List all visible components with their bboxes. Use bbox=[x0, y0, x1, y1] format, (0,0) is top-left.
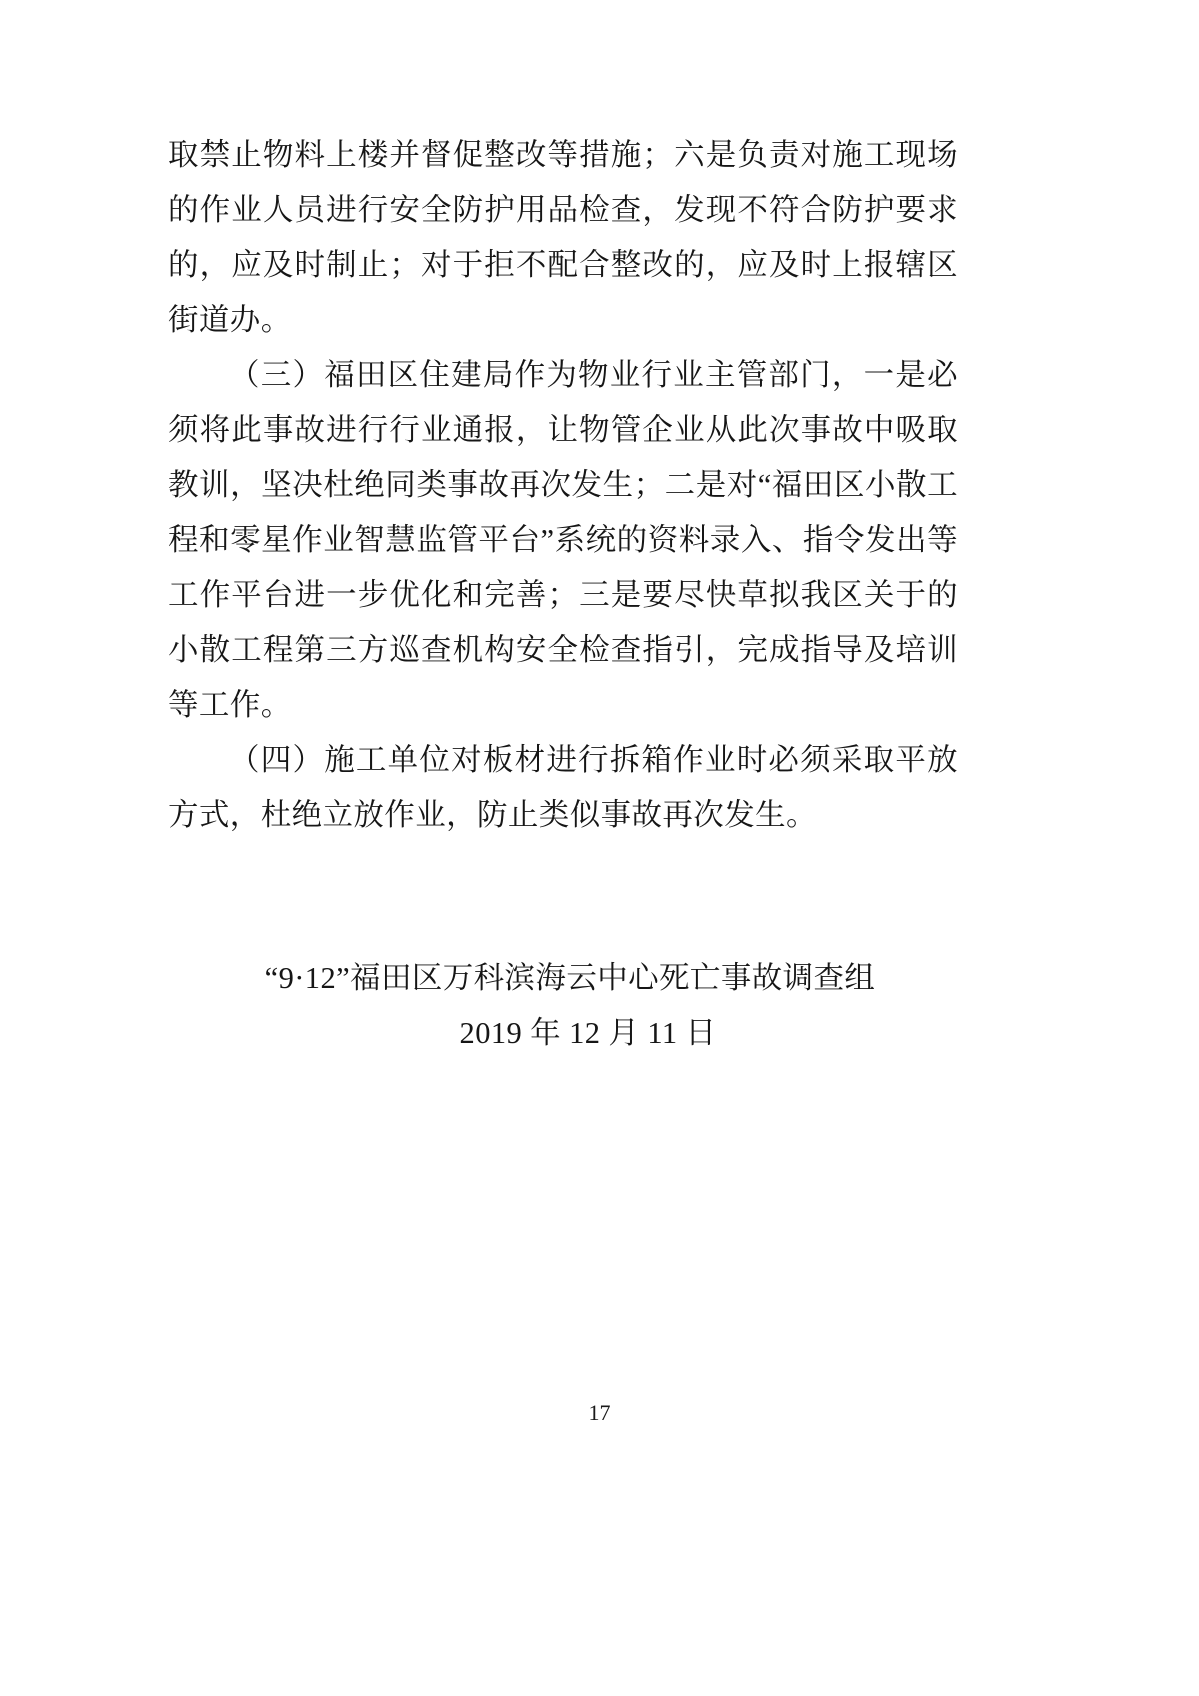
page-number: 17 bbox=[588, 1400, 611, 1425]
signature-spacer bbox=[168, 843, 958, 951]
paragraph-item-three: （三）福田区住建局作为物业行业主管部门，一是必须将此事故进行行业通报，让物管企业从此次事故中吸取教训，坚决杜绝同类事故再次发生；二是对“福田区小散工程和零星作业智慧监管平台”系统的资料录入、指令发出等工作平台进一步优化和完善；三是要尽快草拟我区关于的小散工程第三方巡查机构安全检查指引，完成指导及培训等工作。 bbox=[168, 358, 958, 722]
paragraph-item-four: （四）施工单位对板材进行拆箱作业时必须采取平放方式，杜绝立放作业，防止类似事故再次发生。 bbox=[168, 743, 958, 832]
signature-date: 2019 年 12 月 11 日 bbox=[459, 1016, 717, 1050]
signature-block bbox=[168, 951, 958, 1061]
signature-organization: “9·12”福田区万科滨海云中心死亡事故调查组 bbox=[264, 961, 876, 995]
paragraph-continued-measures: 取禁止物料上楼并督促整改等措施；六是负责对施工现场的作业人员进行安全防护用品检查，发现不符合防护要求的，应及时制止；对于拒不配合整改的，应及时上报辖区街道办。 bbox=[168, 138, 958, 337]
document-body bbox=[168, 128, 958, 1061]
